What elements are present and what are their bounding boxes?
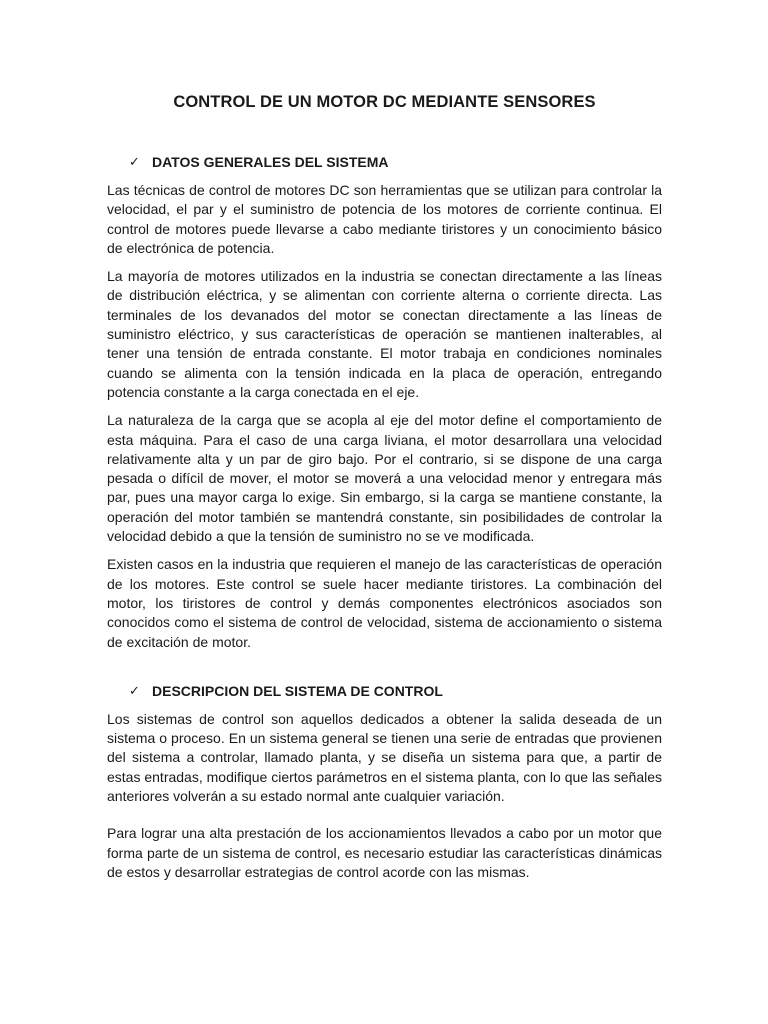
paragraph: Para lograr una alta prestación de los accionamientos llevados a cabo por un motor que forma parte de un sistema de control, es necesario estudiar las características dinámicas de estos y desarrollar estrategias de control acorde con las mismas.	[107, 825, 662, 880]
section-heading-descripcion	[107, 681, 662, 701]
section-heading-datos-generales	[107, 152, 662, 172]
section-heading-label: DATOS GENERALES DEL SISTEMA	[152, 154, 389, 170]
document-title: CONTROL DE UN MOTOR DC MEDIANTE SENSORES	[173, 93, 596, 111]
checkmark-icon: ✓	[129, 682, 140, 698]
paragraph: La naturaleza de la carga que se acopla al eje del motor define el comportamiento de esta máquina. Para el caso de una carga liviana, el motor desarrollara una velocidad relativamente alta y un par de giro bajo. Por el contrario, si se dispone de una carga pesada o difícil de mover, el motor se moverá a una velocidad menor y entregara más par, pues una mayor carga lo exige. Sin embargo, si la carga se mantiene constante, la operación del motor también se mantendrá constante, sin posibilidades de controlar la velocidad debido a que la tensión de suministro no se ve modificada.	[107, 412, 662, 545]
paragraph: Existen casos en la industria que requieren el manejo de las características de operación de los motores. Este control se suele hacer mediante tiristores. La combinación del motor, los tiristores de control y demás componentes electrónicos asociados son conocidos como el sistema de control de velocidad, sistema de accionamiento o sistema de excitación de motor.	[107, 556, 662, 650]
paragraph: Los sistemas de control son aquellos dedicados a obtener la salida deseada de un sistema o proceso. En un sistema general se tienen una serie de entradas que provienen del sistema a controlar, llamado planta, y se diseña un sistema para que, a partir de estas entradas, modifique ciertos parámetros en el sistema planta, con lo que las señales anteriores volverán a su estado normal ante cualquier variación.	[107, 710, 662, 805]
section-heading-label: DESCRIPCION DEL SISTEMA DE CONTROL	[152, 682, 443, 699]
paragraph: Las técnicas de control de motores DC son herramientas que se utilizan para controlar la velocidad, el par y el suministro de potencia de los motores de corriente continua. El control de motores puede llevarse a cabo mediante tiristores y un conocimiento básico de electrónica de potencia.	[107, 182, 662, 256]
checkmark-icon: ✓	[129, 154, 140, 169]
paragraph: La mayoría de motores utilizados en la industria se conectan directamente a las líneas de distribución eléctrica, y se alimentan con corriente alterna o corriente directa. Las terminales de los devanados del motor se conectan directamente a las líneas de suministro eléctrico, y sus características de operación se mantienen inalterables, al tener una tensión de entrada constante. El motor trabaja en condiciones nominales cuando se alimenta con la tensión indicada en la placa de operación, entregando potencia constante a la carga conectada en el eje.	[107, 268, 662, 400]
